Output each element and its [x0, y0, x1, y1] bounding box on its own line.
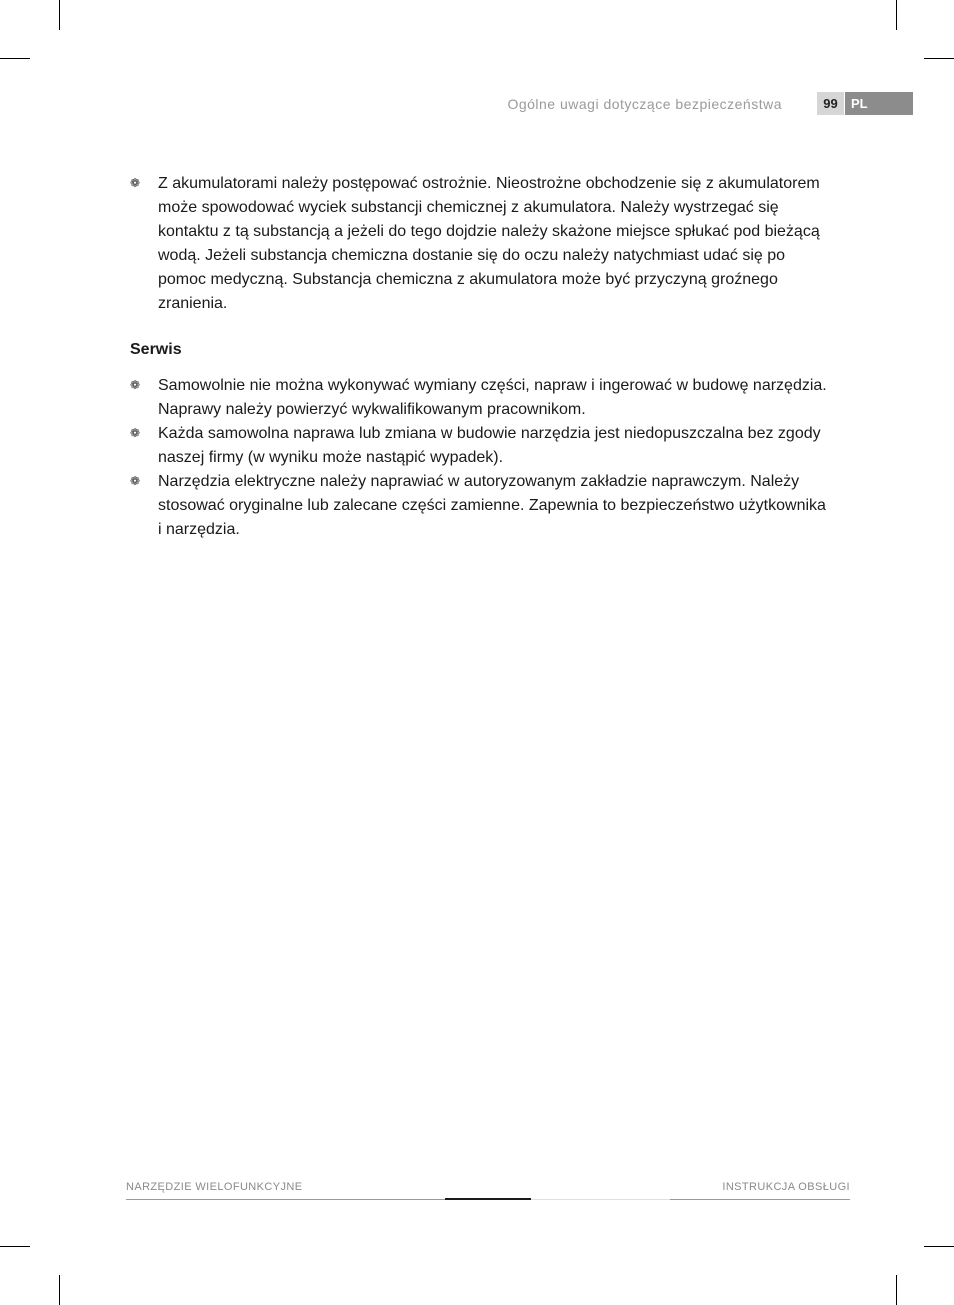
list-item: [130, 422, 830, 470]
flower-bullet-icon: ❁: [130, 426, 141, 440]
footer-document-type: INSTRUKCJA OBSŁUGI: [722, 1181, 850, 1193]
crop-mark-top-right-h: [924, 58, 954, 59]
crop-mark-top-left-h: [0, 58, 30, 59]
flower-bullet-icon: ❁: [130, 474, 141, 488]
list-item-text: Narzędzia elektryczne należy naprawiać w autoryzowanym zakładzie naprawczym. Należy stosować oryginalne lub zalecane części zamienne. Zapewnia to bezpieczeństwo użytkownika i narzędzia.: [158, 473, 826, 538]
crop-mark-top-right-v: [896, 0, 897, 30]
crop-mark-bottom-left-h: [0, 1246, 30, 1247]
list-item: [130, 172, 830, 316]
section-heading-service: Serwis: [130, 341, 182, 358]
footer-divider-light: [531, 1199, 670, 1200]
list-item: [130, 374, 830, 422]
flower-bullet-icon: ❁: [130, 378, 141, 392]
crop-mark-bottom-left-v: [59, 1275, 60, 1305]
footer-product-name: NARZĘDZIE WIELOFUNKCYJNE: [126, 1181, 303, 1193]
list-item-text: Samowolnie nie można wykonywać wymiany części, napraw i ingerować w budowę narzędzia. Naprawy należy powierzyć wykwalifikowanym pracownikom.: [158, 377, 827, 418]
footer-divider-accent: [445, 1198, 531, 1200]
list-item-text: Każda samowolna naprawa lub zmiana w budowie narzędzia jest niedopuszczalna bez zgody naszej firmy (w wyniku może nastąpić wypadek).: [158, 425, 821, 466]
running-header-title: Ogólne uwagi dotyczące bezpieczeństwa: [507, 96, 782, 112]
crop-mark-bottom-right-v: [896, 1275, 897, 1305]
intro-bullet-list: [130, 172, 830, 316]
main-content: [130, 172, 830, 542]
flower-bullet-icon: ❁: [130, 176, 141, 190]
crop-mark-bottom-right-h: [924, 1246, 954, 1247]
crop-mark-top-left-v: [59, 0, 60, 30]
list-item: [130, 470, 830, 542]
list-item-text: Z akumulatorami należy postępować ostrożnie. Nieostrożne obchodzenie się z akumulatorem może spowodować wyciek substancji chemicznej z akumulatora. Należy wystrzegać się kontaktu z tą substancją a jeżeli do tego dojdzie należy skażone miejsce spłukać pod bieżącą wodą. Jeżeli substancja chemiczna dostanie się do oczu należy natychmiast udać się po pomoc medyczną. Substancja chemiczna z akumulatora może być przyczyną groźnego zranienia.: [158, 175, 820, 312]
page-number: 99: [817, 92, 844, 115]
language-tab: PL: [845, 92, 913, 115]
service-bullet-list: [130, 374, 830, 542]
